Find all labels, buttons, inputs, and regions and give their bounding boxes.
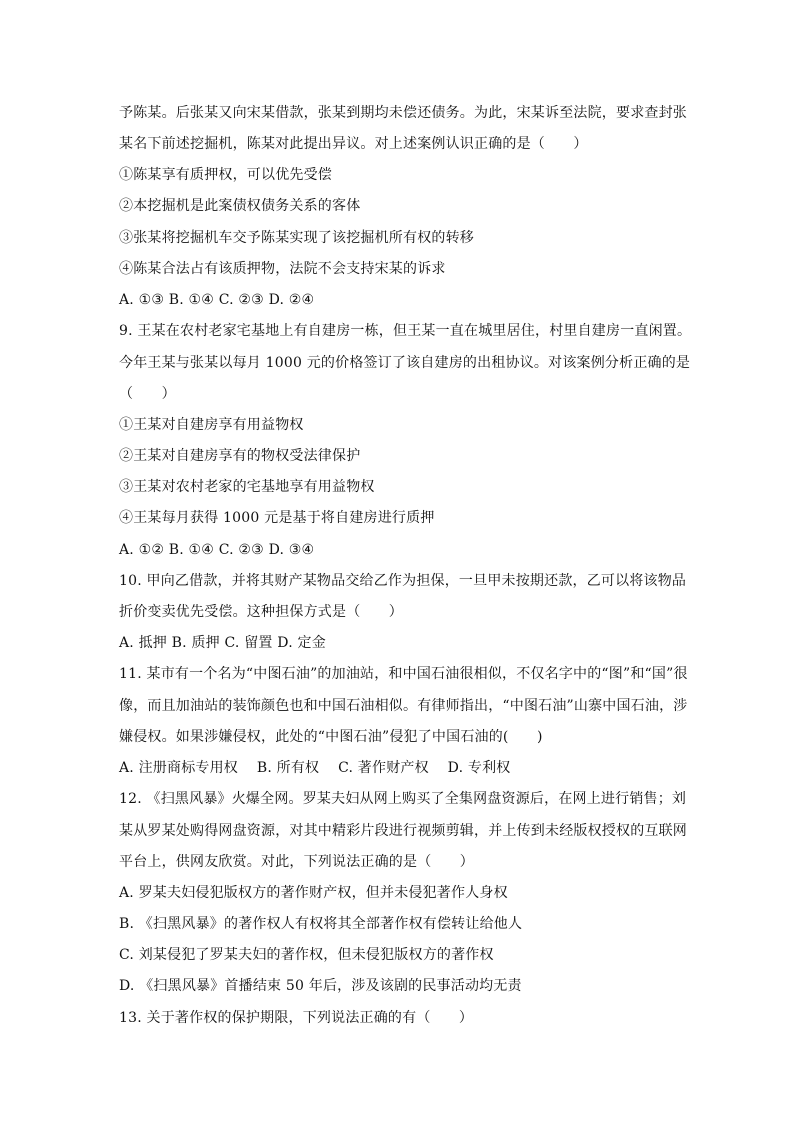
question-12-line: 12. 《扫黑风暴》火爆全网。罗某夫妇从网上购买了全集网盘资源后，在网上进行销售；刘 (119, 791, 687, 807)
option-statement: ①王某对自建房享有用益物权 (119, 417, 304, 433)
question-9-line: 9. 王某在农村老家宅基地上有自建房一栋，但王某一直在城里居住，村里自建房一直闲置。 (119, 323, 692, 339)
question-11-line: 像，而且加油站的装饰颜色也和中国石油相似。有律师指出，“中图石油”山寨中国石油，涉 (119, 698, 688, 714)
answer-choices: A. ①② B. ①④ C. ②③ D. ③④ (119, 542, 315, 558)
paragraph-line: 某名下前述挖掘机，陈某对此提出异议。对上述案例认识正确的是（ ） (119, 136, 588, 152)
question-9-line: （ ） (119, 386, 176, 402)
answer-option-c: C. 刘某侵犯了罗某夫妇的著作权，但未侵犯版权方的著作权 (119, 947, 494, 963)
option-statement: ③张某将挖掘机车交予陈某实现了该挖掘机所有权的转移 (119, 230, 474, 246)
answer-option-b: B. 《扫黑风暴》的著作权人有权将其全部著作权有偿转让给他人 (119, 916, 523, 932)
question-13-line: 13. 关于著作权的保护期限，下列说法正确的有（ ） (119, 1010, 474, 1026)
question-10-line: 10. 甲向乙借款，并将其财产某物品交给乙作为担保，一旦甲未按期还款，乙可以将该物品 (119, 573, 687, 589)
option-statement: ③王某对农村老家的宅基地享有用益物权 (119, 479, 375, 495)
question-11-line: 11. 某市有一个名为“中图石油”的加油站，和中国石油很相似，不仅名字中的“图”和“国”很 (119, 666, 688, 682)
question-12-line: 平台上，供网友欣赏。对此，下列说法正确的是（ ） (119, 854, 474, 870)
question-12-line: 某从罗某处购得网盘资源，对其中精彩片段进行视频剪辑，并上传到未经版权授权的互联网 (119, 823, 687, 839)
option-statement: ①陈某享有质押权，可以优先受偿 (119, 167, 332, 183)
option-statement: ④王某每月获得 1000 元是基于将自建房进行质押 (119, 510, 435, 526)
answer-option-d: D. 《扫黑风暴》首播结束 50 年后，涉及该剧的民事活动均无责 (119, 978, 522, 994)
answer-choices: A. ①③ B. ①④ C. ②③ D. ②④ (119, 292, 315, 308)
option-statement: ④陈某合法占有该质押物，法院不会支持宋某的诉求 (119, 261, 446, 277)
answer-option-a: A. 罗某夫妇侵犯版权方的著作财产权，但并未侵犯著作人身权 (119, 885, 508, 901)
question-10-line: 折价变卖优先受偿。这种担保方式是（ ） (119, 604, 403, 620)
question-9-line: 今年王某与张某以每月 1000 元的价格签订了该自建房的出租协议。对该案例分析正确的是 (119, 355, 691, 371)
option-statement: ②本挖掘机是此案债权债务关系的客体 (119, 198, 361, 214)
answer-choices: A. 注册商标专用权 B. 所有权 C. 著作财产权 D. 专利权 (119, 760, 511, 776)
paragraph-line: 予陈某。后张某又向宋某借款，张某到期均未偿还债务。为此，宋某诉至法院，要求查封张 (119, 105, 687, 121)
option-statement: ②王某对自建房享有的物权受法律保护 (119, 448, 361, 464)
answer-choices: A. 抵押 B. 质押 C. 留置 D. 定金 (119, 635, 326, 651)
question-11-line: 嫌侵权。如果涉嫌侵权，此处的“中图石油”侵犯了中国石油的( ) (119, 729, 543, 745)
